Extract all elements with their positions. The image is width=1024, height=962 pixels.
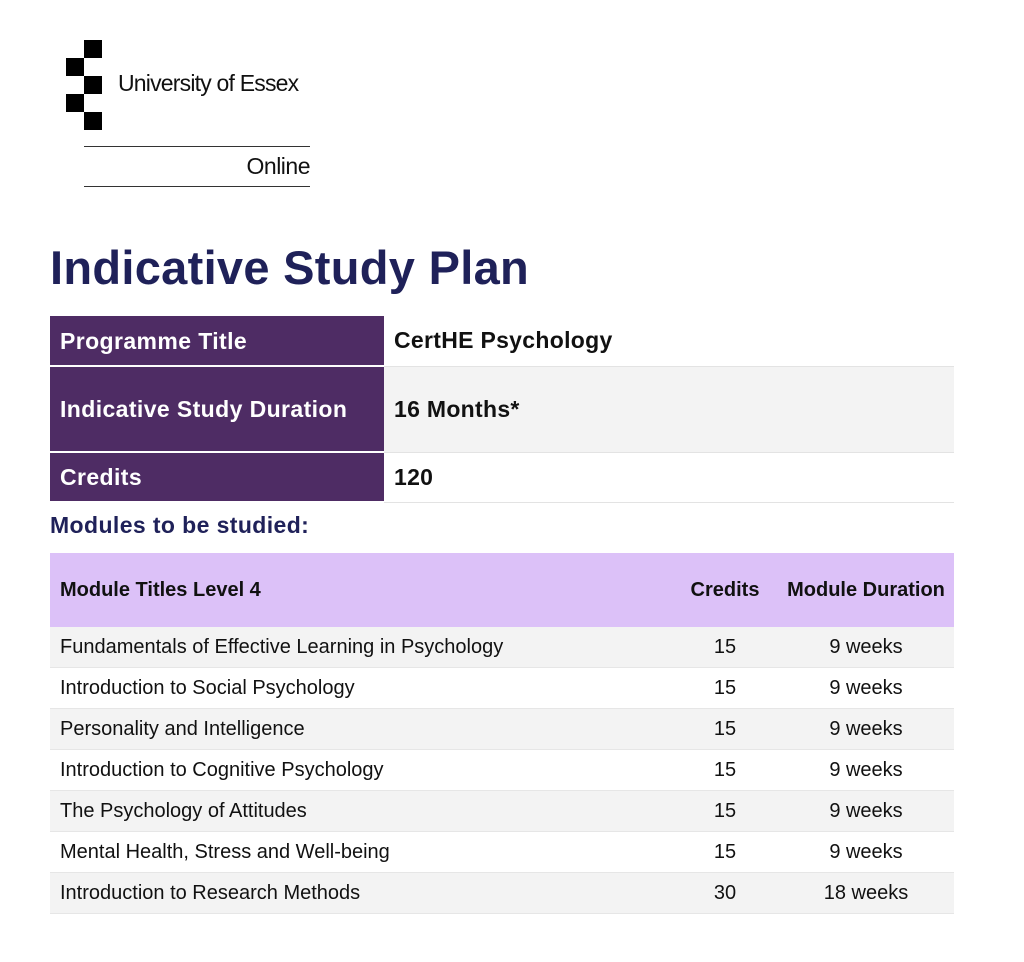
table-row [50, 627, 954, 668]
column-header-title: Module Titles Level 4 [50, 553, 672, 627]
logo-checker-square [84, 76, 102, 94]
column-header-duration: Module Duration [778, 553, 954, 627]
page-title: Indicative Study Plan [50, 241, 530, 294]
module-title: Fundamentals of Effective Learning in Psychology [50, 627, 672, 668]
module-credits: 30 [672, 873, 778, 914]
logo-checker-square [84, 40, 102, 58]
modules-heading: Modules to be studied: [50, 512, 310, 538]
info-label: Credits [50, 452, 384, 502]
module-duration: 9 weeks [778, 668, 954, 709]
module-duration: 9 weeks [778, 832, 954, 873]
logo-checker-square [84, 112, 102, 130]
info-label: Indicative Study Duration [50, 366, 384, 452]
university-logo [66, 40, 316, 190]
modules-header-row [50, 553, 954, 627]
info-label: Programme Title [50, 316, 384, 366]
info-row-study-duration [50, 366, 954, 452]
module-credits: 15 [672, 791, 778, 832]
module-credits: 15 [672, 627, 778, 668]
modules-table [50, 553, 954, 914]
table-row [50, 709, 954, 750]
logo-rule-bottom [84, 186, 310, 187]
module-duration: 9 weeks [778, 750, 954, 791]
info-value: 120 [384, 452, 954, 502]
info-value: CertHE Psychology [384, 316, 954, 366]
logo-university-name: University of Essex [118, 70, 299, 96]
module-title: The Psychology of Attitudes [50, 791, 672, 832]
module-credits: 15 [672, 709, 778, 750]
programme-info-table [50, 316, 954, 503]
logo-online-label: Online [246, 153, 310, 179]
info-value: 16 Months* [384, 366, 954, 452]
module-credits: 15 [672, 668, 778, 709]
table-row [50, 668, 954, 709]
logo-checker-square [66, 58, 84, 76]
info-row-credits [50, 452, 954, 502]
info-row-programme-title [50, 316, 954, 366]
module-credits: 15 [672, 750, 778, 791]
module-duration: 18 weeks [778, 873, 954, 914]
module-title: Personality and Intelligence [50, 709, 672, 750]
logo-checker-square [66, 94, 84, 112]
column-header-credits: Credits [672, 553, 778, 627]
table-row [50, 791, 954, 832]
module-title: Introduction to Research Methods [50, 873, 672, 914]
module-title: Mental Health, Stress and Well-being [50, 832, 672, 873]
module-credits: 15 [672, 832, 778, 873]
module-duration: 9 weeks [778, 627, 954, 668]
module-duration: 9 weeks [778, 791, 954, 832]
table-row [50, 750, 954, 791]
module-duration: 9 weeks [778, 709, 954, 750]
module-title: Introduction to Social Psychology [50, 668, 672, 709]
table-row [50, 832, 954, 873]
logo-rule-top [84, 146, 310, 147]
module-title: Introduction to Cognitive Psychology [50, 750, 672, 791]
table-row [50, 873, 954, 914]
